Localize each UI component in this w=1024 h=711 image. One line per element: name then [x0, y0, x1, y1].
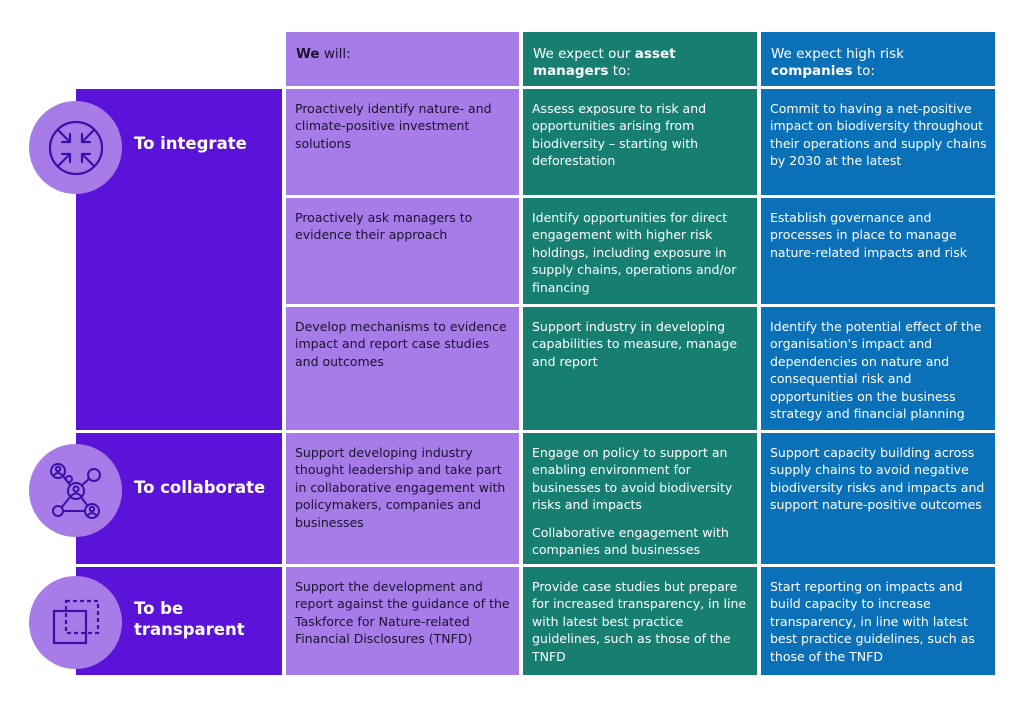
header-asset-managers: We expect our asset managers to:	[523, 32, 757, 86]
arrows-converge-icon	[29, 101, 122, 194]
row-label-integrate: To integrate	[134, 134, 247, 153]
cell-companies-collaborate: Support capacity building across supply chains to avoid negative biodiversity risks and impacts and support nature-positive outcomes	[761, 433, 995, 564]
cell-managers-integrate-3: Support industry in developing capabilities to measure, manage and report	[523, 307, 757, 430]
cell-we-integrate-3: Develop mechanisms to evidence impact and report case studies and outcomes	[286, 307, 519, 430]
row-label-collaborate: To collaborate	[134, 478, 266, 497]
cell-managers-collaborate	[523, 433, 757, 564]
cell-companies-integrate-3: Identify the potential effect of the organisation's impact and dependencies on nature and consequential risk and opportunities on the business strategy and financial planning	[761, 307, 995, 430]
cell-we-integrate-2: Proactively ask managers to evidence their approach	[286, 198, 519, 304]
header-companies: We expect high risk companies to:	[761, 32, 995, 86]
managers-collaborate-para-2: Collaborative engagement with companies and businesses	[532, 524, 729, 558]
managers-collaborate-para-1: Engage on policy to support an enabling environment for businesses to avoid biodiversity risks and impacts	[532, 445, 733, 513]
cell-managers-transparent: Provide case studies but prepare for increased transparency, in line with latest best practice guidelines, such as those of the TNFD	[523, 567, 757, 675]
cell-we-transparent: Support the development and report against the guidance of the Taskforce for Nature-related Financial Disclosures (TNFD)	[286, 567, 519, 675]
header-we-will: We will:	[286, 32, 519, 86]
row-label-transparent: To be transparent	[134, 599, 245, 639]
cell-companies-integrate-1: Commit to having a net-positive impact on biodiversity throughout their operations and supply chains by 2030 at the latest	[761, 89, 995, 195]
cell-managers-integrate-2: Identify opportunities for direct engagement with higher risk holdings, including exposure in supply chains, operations and/or financing	[523, 198, 757, 304]
overlapping-squares-icon	[29, 576, 122, 669]
cell-we-collaborate: Support developing industry thought leadership and take part in collaborative engagement with policymakers, companies and businesses	[286, 433, 519, 564]
cell-companies-transparent: Start reporting on impacts and build capacity to increase transparency, in line with latest best practice guidelines, such as those of the TNFD	[761, 567, 995, 675]
cell-companies-integrate-2: Establish governance and processes in place to manage nature-related impacts and risk	[761, 198, 995, 304]
cell-managers-integrate-1: Assess exposure to risk and opportunities arising from biodiversity – starting with deforestation	[523, 89, 757, 195]
cell-we-integrate-1: Proactively identify nature- and climate-positive investment solutions	[286, 89, 519, 195]
people-network-icon	[29, 444, 122, 537]
